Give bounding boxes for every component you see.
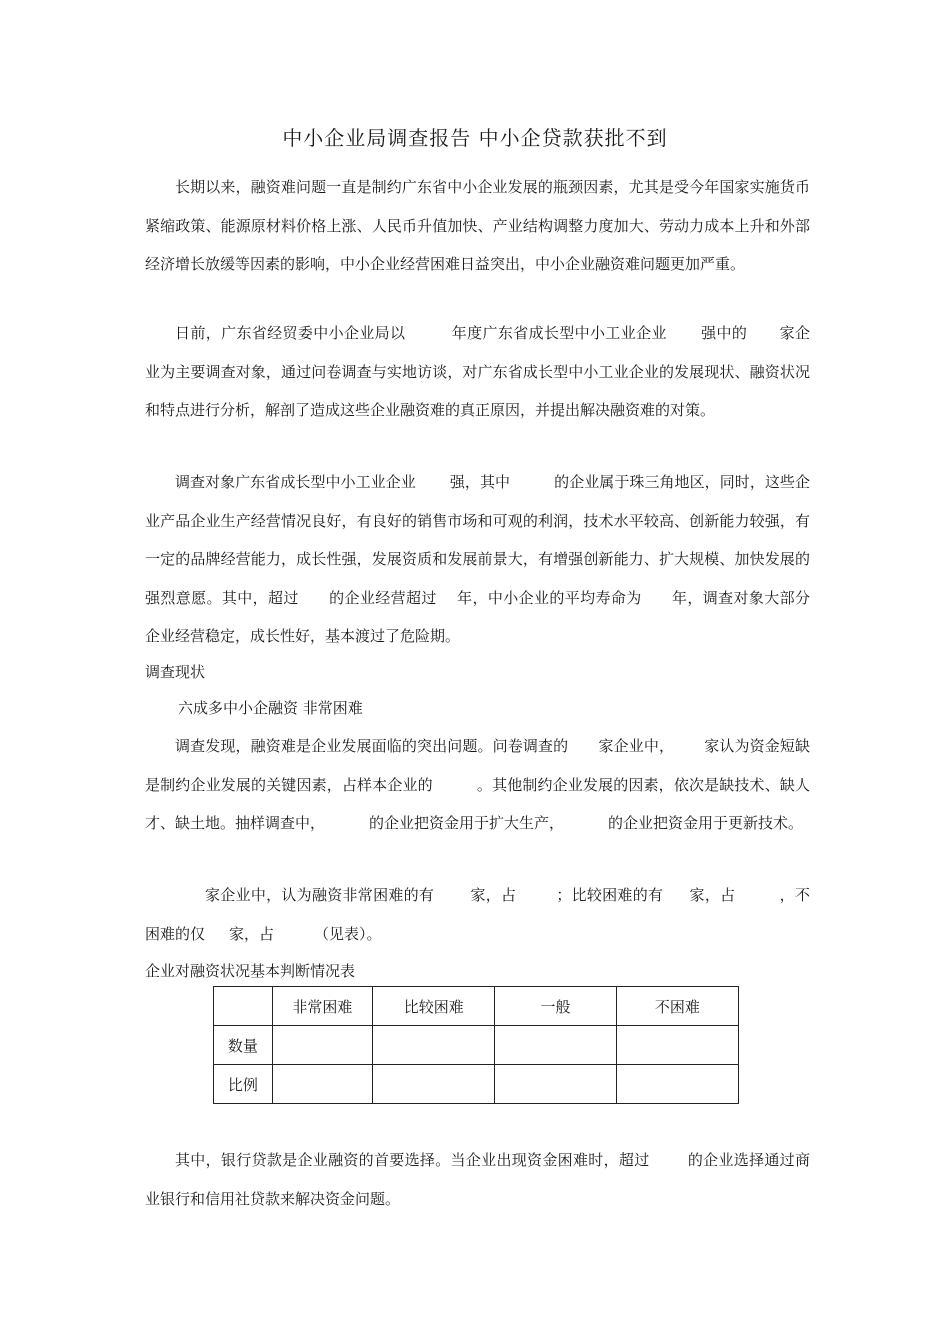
p3-text-b: 强，其中 bbox=[449, 473, 511, 491]
table-header-cell: 不困难 bbox=[616, 987, 738, 1026]
p5-text-g: （见表）。 bbox=[314, 924, 382, 943]
p6-text-a: 其中，银行贷款是企业融资的首要选择。当企业出现资金困难时，超过 bbox=[175, 1151, 650, 1169]
section-heading-status: 调查现状 bbox=[145, 663, 206, 681]
table-cell bbox=[616, 1065, 738, 1104]
table-header-cell: 比较困难 bbox=[373, 987, 495, 1026]
subsection-heading: 六成多中小企融资 非常困难 bbox=[178, 699, 363, 717]
paragraph-bank-loans bbox=[145, 1141, 810, 1218]
table-cell bbox=[495, 1065, 616, 1104]
p3-text-d: 的企业经营超过 bbox=[328, 588, 437, 607]
p3-text-a: 调查对象广东省成长型中小工业企业 bbox=[175, 473, 416, 491]
table-cell bbox=[373, 1026, 495, 1065]
p3-text-c: 的企业属于珠三角地区，同时，这些企业产品企业生产经营情况良好，有良好的销售市场和可观的利润，技术水平较高、创新能力较强，有一定的品牌经营能力，成长性强，发展资质和发展前景大，有增强创新能力、扩大规模、加快发展的强烈意愿。其中，超过 bbox=[145, 473, 810, 607]
p4-text-c: 家认为资金短缺是制约企业发展的关键因素，占样本企业的 bbox=[145, 737, 810, 794]
table-header-cell: 非常困难 bbox=[272, 987, 372, 1026]
table-cell bbox=[272, 1026, 372, 1065]
p3-text-f: 年，调查对象大部分企业经营稳定，成长性好，基本渡过了危险期。 bbox=[145, 588, 810, 646]
p2-text-d: 家企业为主要调查对象，通过问卷调查与实地访谈，对广东省成长型中小工业企业的发展现状、融资状况和特点进行分析，解剖了造成这些企业融资难的真正原因，并提出解决融资难的对策。 bbox=[145, 324, 810, 420]
paragraph-difficulty bbox=[145, 876, 810, 953]
table-cell bbox=[373, 1065, 495, 1104]
table-cell bbox=[616, 1026, 738, 1065]
p2-text-b: 年度广东省成长型中小工业企业 bbox=[451, 324, 667, 342]
table-cell bbox=[272, 1065, 372, 1104]
p2-text-a: 日前，广东省经贸委中小企业局以 bbox=[175, 324, 406, 342]
paragraph-intro-text: 长期以来，融资难问题一直是制约广东省中小企业发展的瓶颈因素，尤其是受今年国家实施货币紧缩政策、能源原材料价格上涨、人民币升值加快、产业结构调整力度加大、劳动力成本上升和外部经济增长放缓等因素的影响，中小企业经营困难日益突出，中小企业融资难问题更加严重。 bbox=[145, 178, 810, 274]
p3-text-e: 年，中小企业的平均寿命为 bbox=[456, 588, 642, 607]
p4-text-d: 。其他制约企业发展的因素，依次是缺技术、缺人才、缺土地。抽样调查中， bbox=[145, 775, 810, 833]
table-header-row bbox=[214, 987, 739, 1026]
table-header-cell: 一般 bbox=[495, 987, 616, 1026]
table-header-cell bbox=[214, 987, 273, 1026]
p4-text-a: 调查发现，融资难是企业发展面临的突出问题。问卷调查的 bbox=[175, 737, 569, 755]
table-row bbox=[214, 1026, 739, 1065]
paragraph-intro bbox=[145, 168, 810, 284]
p6-text-b: 的企业选择通过商业银行和信用社贷款来解决资金问题。 bbox=[145, 1151, 810, 1208]
table-cell bbox=[495, 1026, 616, 1065]
document-title: 中小企业局调查报告 中小企贷款获批不到 bbox=[282, 126, 668, 150]
p5-text-a: 家企业中，认为融资非常困难的有 bbox=[205, 886, 435, 904]
p5-text-d: 家，占 bbox=[689, 886, 736, 904]
p4-text-f: 的企业把资金用于更新技术。 bbox=[608, 814, 804, 833]
paragraph-survey-basis bbox=[145, 314, 810, 430]
table-row bbox=[214, 1065, 739, 1104]
p2-text-c: 强中的 bbox=[700, 324, 748, 342]
table-caption: 企业对融资状况基本判断情况表 bbox=[145, 962, 356, 980]
p5-text-b: 家，占 bbox=[470, 886, 517, 904]
financing-judgment-table bbox=[213, 986, 739, 1104]
p4-text-b: 家企业中， bbox=[598, 737, 675, 755]
paragraph-findings bbox=[145, 727, 810, 843]
table-row-label: 数量 bbox=[214, 1026, 273, 1065]
p5-text-f: 家，占 bbox=[229, 924, 275, 943]
p5-text-e: ，不困难的仅 bbox=[145, 886, 810, 943]
p5-text-c: ；比较困难的有 bbox=[556, 886, 664, 904]
paragraph-survey-subjects bbox=[145, 463, 810, 656]
table-row-label: 比例 bbox=[214, 1065, 273, 1104]
p4-text-e: 的企业把资金用于扩大生产， bbox=[369, 814, 565, 833]
